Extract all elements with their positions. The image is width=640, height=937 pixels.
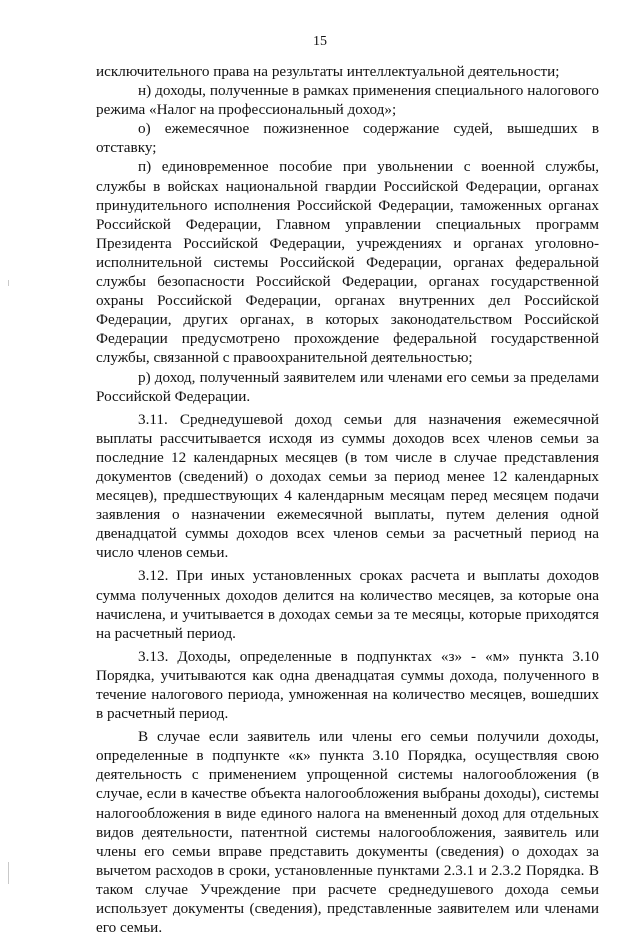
paragraph-item-p: п) единовременное пособие при увольнении с военной службы, службы в войсках национальной гвардии Российской Федерации, органах принудительного исполнения Российской Федерации, таможенных органах Российской Федерации, Главном управлении специальных программ Президента Российской Федерации, учреждениях и органах уголовно-исполнительной системы Российской Федерации, органах федеральной службы безопасности Российской Федерации, органах государственной охраны Российской Федерации, органах внутренних дел Российской Федерации, других органах, в которых законодательством Российской Федерации предусмотрено прохождение федеральной государственной службы, связанной с правоохранительной деятельностью; — [96, 158, 599, 367]
scan-artifact-mark — [8, 280, 9, 286]
paragraph-item-r: р) доход, полученный заявителем или членами его семьи за пределами Российской Федерации. — [96, 368, 599, 405]
document-text — [96, 62, 599, 937]
scan-artifact-mark — [8, 862, 9, 884]
paragraph-item-o: о) ежемесячное пожизненное содержание судей, вышедших в отставку; — [96, 120, 599, 157]
paragraph-3-13: 3.13. Доходы, определенные в подпунктах «з» - «м» пункта 3.10 Порядка, учитываются как одна двенадцатая суммы дохода, полученного в течение налогового периода, умноженная на количество месяцев, вошедших в расчетный период. — [96, 647, 599, 723]
paragraph-3-11: 3.11. Среднедушевой доход семьи для назначения ежемесячной выплаты рассчитывается исходя из суммы доходов всех членов семьи за последние 12 календарных месяцев (в том числе в случае представления документов (сведений) о доходах семьи за период менее 12 календарных месяцев), предшествующих 4 календарным месяцам перед месяцем подачи заявления о назначении ежемесячной выплаты, путем деления одной двенадцатой суммы доходов всех членов семьи за расчетный период на число членов семьи. — [96, 410, 599, 562]
paragraph-continuation: исключительного права на результаты интеллектуальной деятельности; — [96, 63, 560, 80]
paragraph-simplified-tax-case: В случае если заявитель или члены его семьи получили доходы, определенные в подпункте «к» пункта 3.10 Порядка, осуществляя свою деятельность с применением упрощенной системы налогообложения (в случае, если в качестве объекта налогообложения выбраны доходы), системы налогообложения в виде единого налога на вмененный доход для отдельных видов деятельности, патентной системы налогообложения, заявитель или члены его семьи вправе представить документы (сведения) о доходах за вычетом расходов в сроки, установленные пунктами 2.3.1 и 2.3.2 Порядка. В таком случае Учреждение при расчете среднедушевого дохода семьи использует документы (сведения), представленные заявителем или членами его семьи. — [96, 728, 599, 937]
page-number: 15 — [313, 34, 327, 49]
paragraph-3-12: 3.12. При иных установленных сроках расчета и выплаты доходов сумма полученных доходов делится на количество месяцев, за которые она начислена, и учитывается в доходах семьи за те месяцы, которые приходятся на расчетный период. — [96, 567, 599, 642]
paragraph-item-n: н) доходы, полученные в рамках применения специального налогового режима «Налог на профессиональный доход»; — [96, 82, 599, 119]
